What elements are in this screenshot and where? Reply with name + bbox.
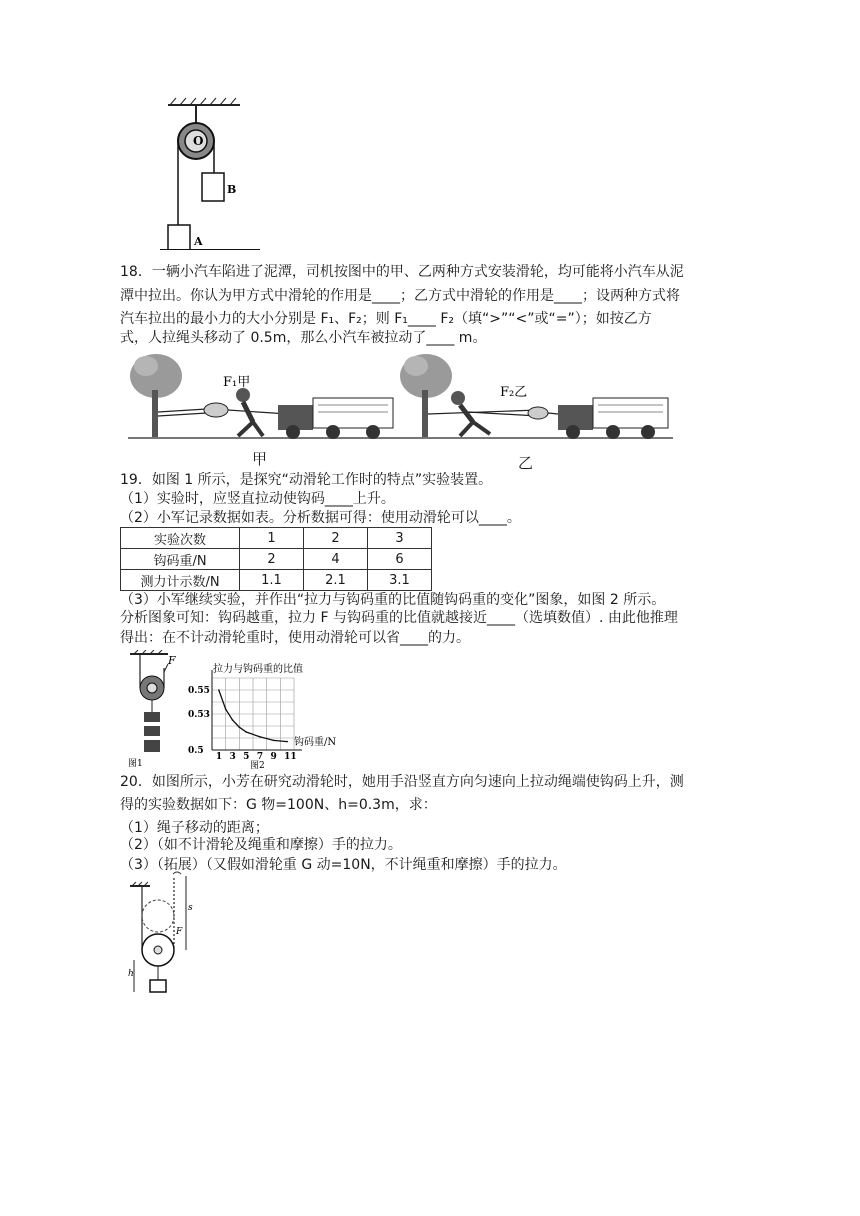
x-tick-label: 5 [243,752,250,762]
truck-icon [558,398,668,439]
chart-y-title: 拉力与钩码重的比值 [213,664,303,675]
data-point [273,740,275,742]
pulley-figure-top [160,95,260,250]
table-cell: 4 [304,549,368,570]
car-figure-yi [398,350,673,448]
q20-line-4: （2）（如不计滑轮及绳重和摩擦）手的拉力。 [120,837,402,853]
table-cell: 测力计示数/N [121,570,240,591]
q19-line-6: 得出：在不计动滑轮重时，使用动滑轮可以省____的力。 [120,630,470,646]
y-tick-label: 0.55 [188,686,210,696]
table-cell: 2 [240,549,304,570]
label-s: s [188,903,193,913]
table-cell: 2.1 [304,570,368,591]
q19-line-1: 19．如图 1 所示，是探究“动滑轮工作时的特点”实验装置。 [120,472,493,488]
data-point [245,731,247,733]
chart-x-title: 钩码重/N [294,737,337,748]
label-a: A [194,235,203,248]
table-cell: 实验次数 [121,528,240,549]
tree-icon [400,354,452,438]
q20-line-1: 20．如图所示，小芳在研究动滑轮时，她用手沿竖直方向匀速向上拉动绳端使钩码上升，测 [120,774,684,790]
data-point [239,726,241,728]
fig1-label: 图1 [128,759,143,768]
table-cell: 3 [368,528,432,549]
q18-line-2: 潭中拉出。你认为甲方式中滑轮的作用是____；乙方式中滑轮的作用是____；设两种方式将 [120,288,680,304]
data-point [225,708,227,710]
q19-line-2: （1）实验时，应竖直拉动使钩码____上升。 [120,491,395,507]
x-tick-label: 3 [229,752,236,762]
table-row [121,528,432,549]
q19-line-4: （3）小军继续实验，并作出“拉力与钩码重的比值随钩码重的变化”图象，如图 2 所示。 [120,592,666,608]
truck-icon [278,398,393,439]
force-label-f2: F₂乙 [500,385,528,400]
y-tick-label: 0.53 [188,710,210,720]
label-h: h [128,969,134,979]
apparatus-figure-1 [128,650,188,768]
table-cell: 6 [368,549,432,570]
table-cell: 1 [240,528,304,549]
ratio-chart [188,660,338,770]
force-label-f1: F₁甲 [223,375,251,390]
y-tick-label: 0.5 [188,746,204,756]
data-point [232,719,234,721]
table-row [121,549,432,570]
q20-line-5: （3）（拓展）（又假如滑轮重 G 动=10N，不计绳重和摩擦）手的拉力。 [120,857,567,873]
q20-line-2: 得的实验数据如下：G 物=100N、h=0.3m，求： [120,797,437,813]
label-f-q20: F [176,927,183,937]
fig-label-jia: 甲 [252,450,268,468]
table-cell: 3.1 [368,570,432,591]
q19-line-3: （2）小军记录数据如表。分析数据可得：使用动滑轮可以____。 [120,510,521,526]
table-row [121,570,432,591]
label-o: O [193,134,204,148]
data-table [120,527,432,591]
car-figure-jia [128,350,398,448]
q19-line-5: 分析图象可知：钩码越重，拉力 F 与钩码重的比值就越接近____（选填数值）. 由此他推理 [120,610,678,626]
data-point [286,741,288,743]
force-label-f: F [168,654,176,667]
pulley-figure-q20 [128,868,203,993]
data-point [259,736,261,738]
x-tick-label: 7 [256,752,264,762]
q18-line-1: 18．一辆小汽车陷进了泥潭，司机按图中的甲、乙两种方式安装滑轮，均可能将小汽车从泥 [120,264,684,280]
x-tick-label: 11 [284,752,297,762]
fig2-label: 图2 [250,761,265,770]
data-point [218,689,220,691]
x-tick-label: 1 [215,752,223,762]
x-tick-label: 9 [270,752,277,762]
fig-label-yi: 乙 [518,454,534,472]
table-cell: 2 [304,528,368,549]
label-b: B [227,183,237,196]
table-cell: 1.1 [240,570,304,591]
q18-line-4: 式，人拉绳头移动了 0.5m，那么小汽车被拉动了____ m。 [120,330,487,346]
table-cell: 钩码重/N [121,549,240,570]
tree-icon [130,354,182,438]
q20-line-3: （1）绳子移动的距离； [120,820,269,836]
q18-line-3: 汽车拉出的最小力的大小分别是 F₁、F₂；则 F₁____ F₂（填“>”“<”或“=”）；如按乙方 [120,311,652,327]
